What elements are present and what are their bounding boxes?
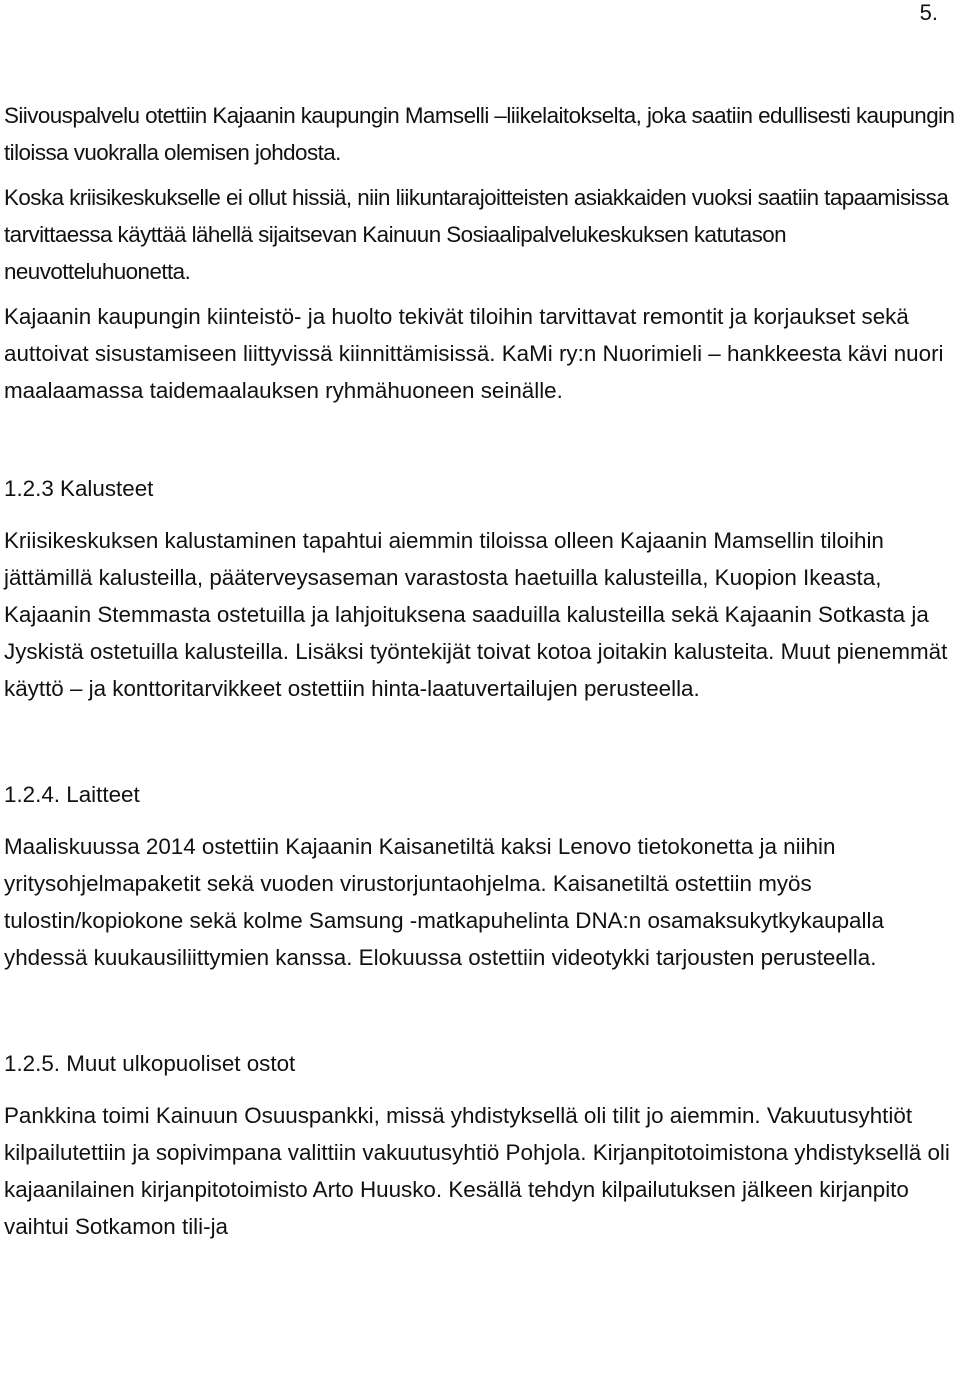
paragraph-accessibility: Koska kriisikeskukselle ei ollut hissiä, niin liikuntarajoitteisten asiakkaiden vuoksi saatiin tapaamisissa tarvittaessa käyttää lähellä sijaitsevan Kainuun Sosiaalipalvelukeskuksen katutason neuvotteluhuonetta. bbox=[4, 185, 949, 284]
paragraph-cleaning-service: Siivouspalvelu otettiin Kajaanin kaupungin Mamselli –liikelaitokselta, joka saatiin edullisesti kaupungin tiloissa vuokralla olemisen johdosta. bbox=[4, 103, 955, 165]
section-text-furniture: Kriisikeskuksen kalustaminen tapahtui aiemmin tiloissa olleen Kajaanin Mamsellin tiloihin jättämillä kalusteilla, pääterveysaseman varastosta haetuilla kalusteilla, Kuopion Ikeasta, Kajaanin Stemmasta ostetuilla ja lahjoituksena saaduilla kalusteilla sekä Kajaanin Sotkasta ja Jyskistä ostetuilla kalusteilla. Lisäksi työntekijät toivat kotoa joitakin kalusteita. Muut pienemmät käyttö – ja konttoritarvikkeet ostettiin hinta-laatuvertailujen perusteella. bbox=[4, 528, 948, 701]
section-text-other-purchases: Pankkina toimi Kainuun Osuuspankki, missä yhdistyksellä oli tilit jo aiemmin. Vakuutusyhtiöt kilpailutettiin ja sopivimpana valittiin vakuutusyhtiö Pohjola. Kirjanpitotoimistona yhdistyksellä oli kajaanilainen kirjanpitotoimisto Arto Huusko. Kesällä tehdyn kilpailutuksen jälkeen kirjanpito vaihtui Sotkamon tili-ja bbox=[4, 1103, 950, 1239]
section-heading-devices: 1.2.4. Laitteet bbox=[4, 782, 140, 807]
paragraph-renovations: Kajaanin kaupungin kiinteistö- ja huolto tekivät tiloihin tarvittavat remontit ja korjaukset sekä auttoivat sisustamiseen liittyvissä kiinnittämisissä. KaMi ry:n Nuorimieli – hankkeesta kävi nuori maalaamassa taidemaalauksen ryhmähuoneen seinälle. bbox=[4, 304, 944, 403]
section-text-devices: Maaliskuussa 2014 ostettiin Kajaanin Kaisanetiltä kaksi Lenovo tietokonetta ja niihin yritysohjelmapaketit sekä vuoden virustorjuntaohjelma. Kaisanetiltä ostettiin myös tulostin/kopiokone sekä kolme Samsung -matkapuhelinta DNA:n osamaksukytkykaupalla yhdessä kuukausiliittymien kanssa. Elokuussa ostettiin videotykki tarjousten perusteella. bbox=[4, 834, 884, 970]
page-number: 5. bbox=[919, 0, 938, 25]
section-heading-other-purchases: 1.2.5. Muut ulkopuoliset ostot bbox=[4, 1051, 296, 1076]
section-heading-furniture: 1.2.3 Kalusteet bbox=[4, 476, 154, 501]
document-body bbox=[4, 97, 956, 1245]
